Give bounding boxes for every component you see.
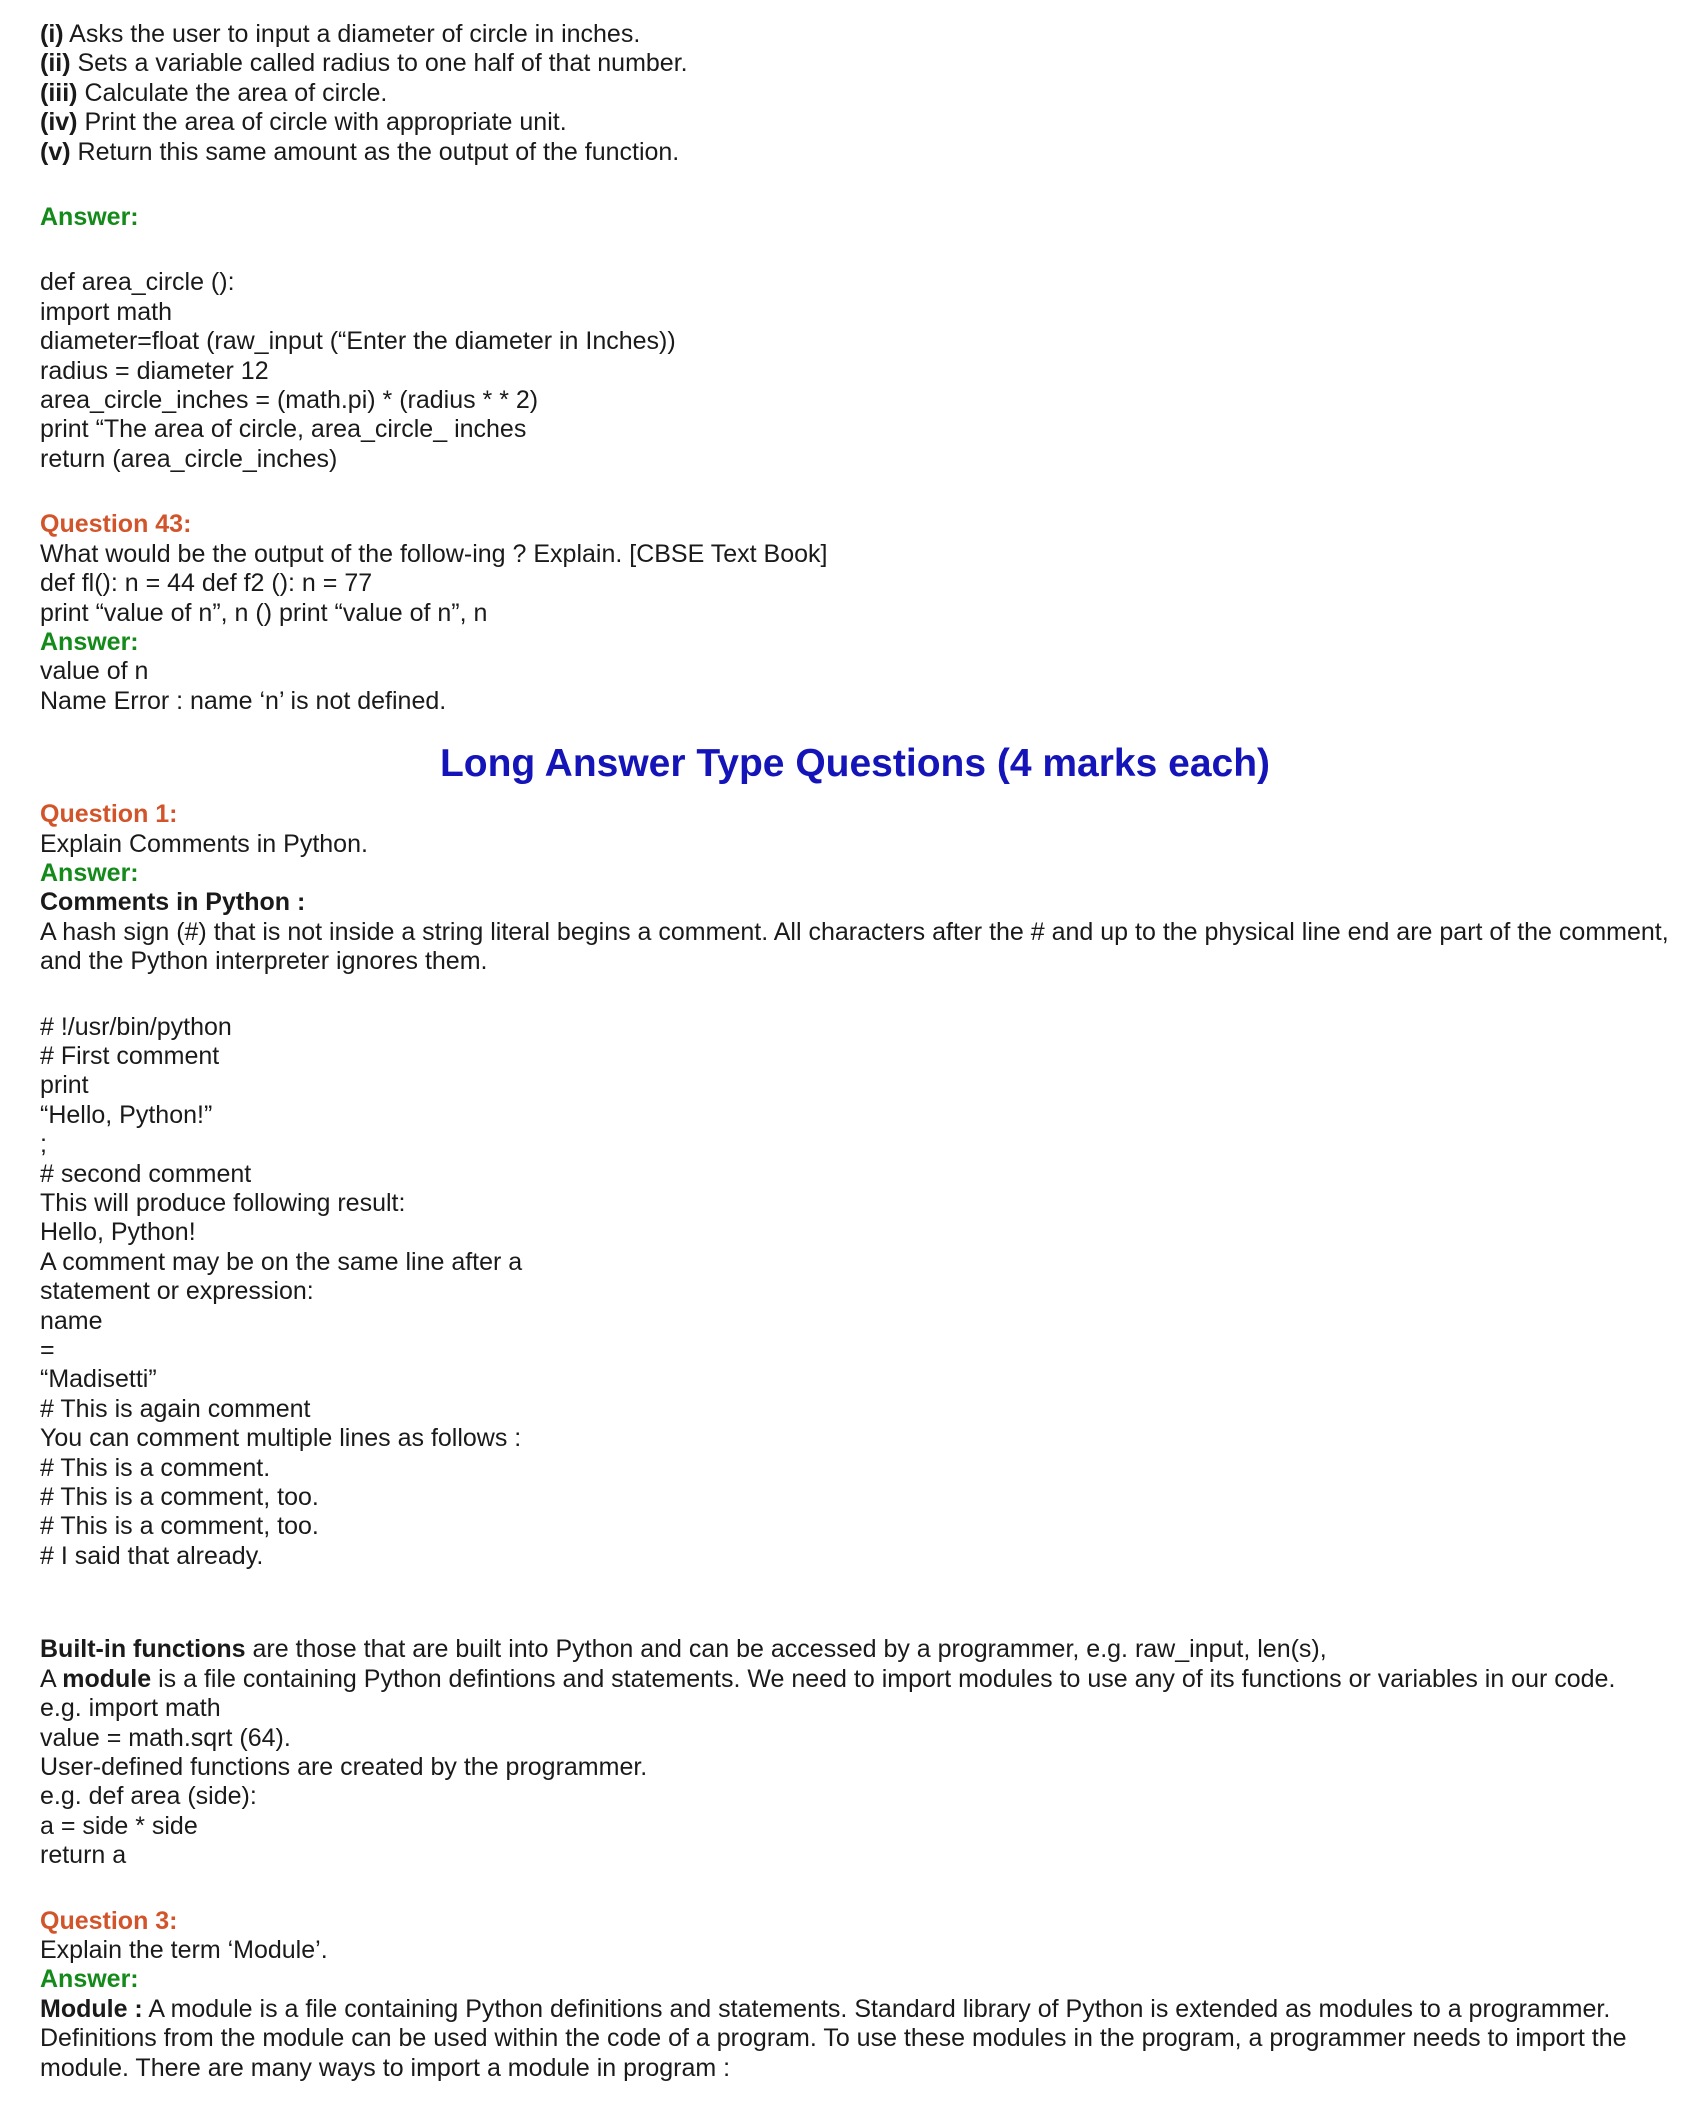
code-line: # This is a comment, too. (40, 1483, 319, 1512)
code-line: # I said that already. (40, 1541, 264, 1570)
code-line: # This is a comment. (40, 1453, 271, 1482)
code-line: import math (40, 297, 172, 326)
answer-label: Answer: (40, 627, 139, 656)
code-line: def area_circle (): (40, 268, 235, 297)
intro-list (40, 20, 1670, 167)
question-label: Question 43: (40, 510, 192, 539)
code-line: return (area_circle_inches) (40, 444, 338, 473)
code-line: # First comment (40, 1041, 220, 1070)
code-line: radius = diameter 12 (40, 356, 269, 385)
code-line: name (40, 1306, 103, 1335)
code-line: This will produce following result: (40, 1189, 406, 1217)
code-line: print “The area of circle, area_circle_ inches (40, 415, 527, 444)
list-item: (iv) Print the area of circle with appropriate unit. (40, 108, 567, 137)
paragraph: Built-in functions are those that are built into Python and can be accessed by a programmer, e.g. raw_input, len(s), (40, 1635, 1327, 1664)
answer-label: Answer: (40, 1965, 139, 1994)
code-line: a = side * side (40, 1811, 198, 1840)
code-line: print (40, 1071, 89, 1100)
term: Built-in functions (40, 1635, 246, 1664)
functions-explanation (40, 1635, 1670, 1870)
list-item: (i) Asks the user to input a diameter of circle in inches. (40, 20, 641, 48)
code-line: return a (40, 1841, 127, 1870)
answer-text: value of n (40, 657, 149, 686)
list-item: (v) Return this same amount as the output of the function. (40, 137, 680, 166)
question-label: Question 3: (40, 1906, 178, 1935)
subheading: Comments in Python : (40, 888, 306, 917)
code-line: “Madisetti” (40, 1365, 157, 1394)
list-item: (iii) Calculate the area of circle. (40, 78, 388, 107)
code-line: Hello, Python! (40, 1218, 196, 1247)
code-line: You can comment multiple lines as follows : (40, 1424, 522, 1453)
code-line: e.g. import math (40, 1694, 221, 1723)
code-line: # second comment (40, 1159, 252, 1188)
code-block (40, 1013, 1670, 1572)
paragraph: Module : A module is a file containing Python definitions and statements. Standard library of Python is extended as modules to a programmer. Definitions from the module can be used within the code of a program. To use these modules in the program, a programmer needs to import the module. There are many ways to import a module in program : (40, 1994, 1634, 2082)
answer-text: Name Error : name ‘n’ is not defined. (40, 686, 447, 715)
code-line: ; (40, 1130, 47, 1159)
question-text: Explain the term ‘Module’. (40, 1935, 328, 1964)
term: module (62, 1664, 152, 1693)
question-1 (40, 800, 1676, 1571)
code-line: area_circle_inches = (math.pi) * (radius * * 2) (40, 386, 539, 415)
code-line: # This is a comment, too. (40, 1512, 319, 1541)
question-43 (40, 510, 1670, 716)
code-line: statement or expression: (40, 1277, 314, 1306)
question-text: print “value of n”, n () print “value of n”, n (40, 598, 488, 627)
code-line: “Hello, Python!” (40, 1100, 213, 1129)
question-3 (40, 1907, 1670, 2083)
code-line: e.g. def area (side): (40, 1782, 257, 1811)
answer-label: Answer: (40, 858, 139, 887)
code-line: A comment may be on the same line after a (40, 1247, 523, 1276)
code-line: diameter=float (raw_input (“Enter the diameter in Inches)) (40, 327, 676, 356)
paragraph: A hash sign (#) that is not inside a string literal begins a comment. All characters after the # and up to the physical line end are part of the comment, and the Python interpreter ignores them. (40, 917, 1676, 976)
paragraph: A module is a file containing Python defintions and statements. We need to import modules to use any of its functions or variables in our code. (40, 1664, 1616, 1693)
list-item: (ii) Sets a variable called radius to one half of that number. (40, 49, 688, 78)
code-line: # This is again comment (40, 1394, 311, 1423)
code-line: value = math.sqrt (64). (40, 1723, 291, 1752)
question-text: What would be the output of the follow-ing ? Explain. [CBSE Text Book] (40, 539, 828, 568)
code-line: = (40, 1336, 55, 1365)
question-label: Question 1: (40, 800, 178, 829)
section-heading: Long Answer Type Questions (4 marks each) (439, 742, 1271, 786)
code-line: # !/usr/bin/python (40, 1012, 232, 1041)
term: Module : (40, 1994, 143, 2023)
code-line: User-defined functions are created by the programmer. (40, 1752, 648, 1781)
question-text: Explain Comments in Python. (40, 829, 368, 858)
answer-label: Answer: (40, 203, 139, 232)
question-text: def fl(): n = 44 def f2 (): n = 77 (40, 569, 373, 598)
document-page (40, 20, 1676, 2083)
code-block (40, 268, 1670, 474)
